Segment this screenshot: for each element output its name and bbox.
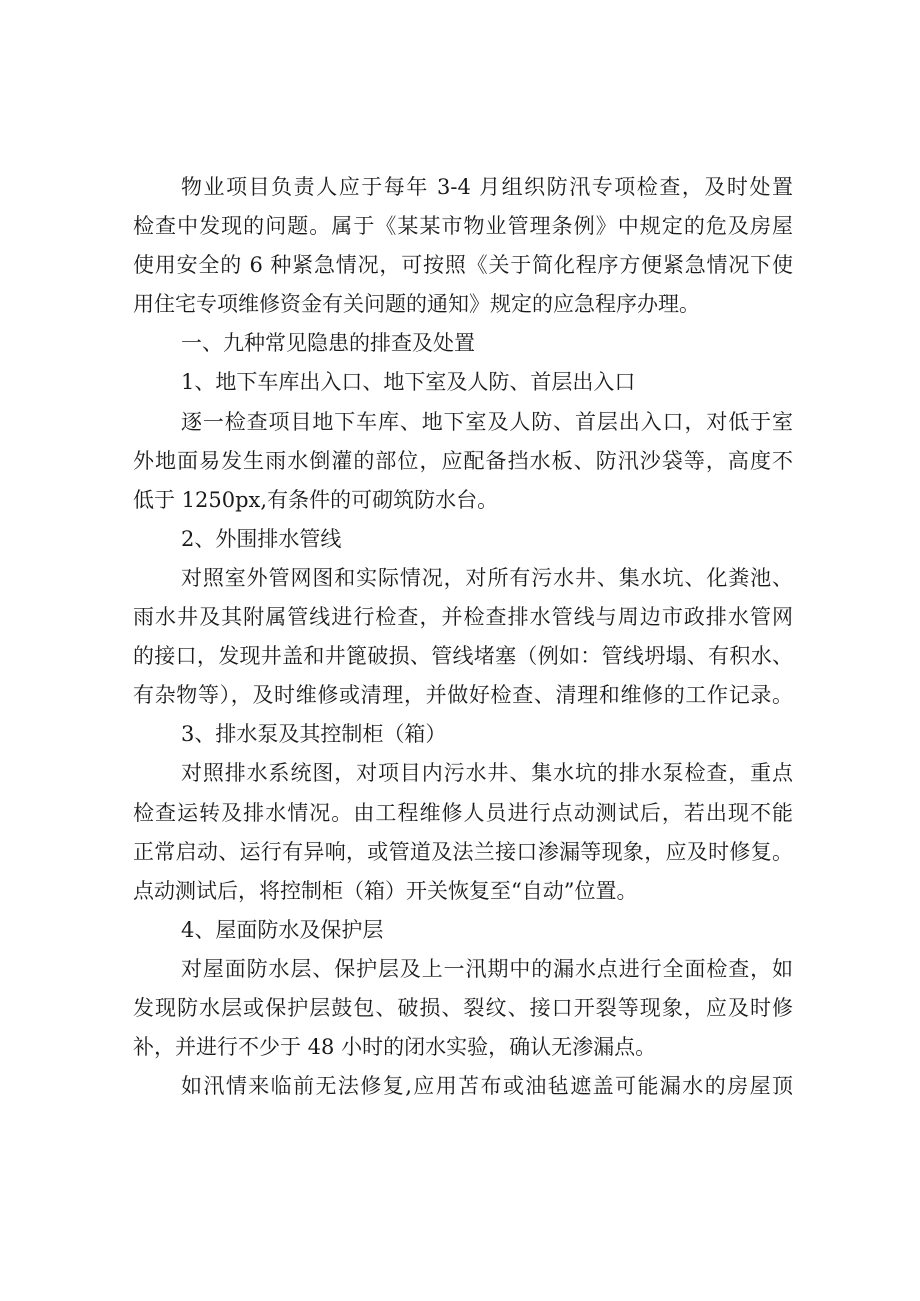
paragraph-line: 对照室外管网图和实际情况，对所有污水井、集水坑、化粪池、 (181, 565, 793, 590)
subsection-heading: 3、排水泵及其控制柜（箱） (181, 722, 447, 747)
paragraph-line: 如汛情来临前无法修复,应用苫布或油毡遮盖可能漏水的房屋顶 (181, 1074, 793, 1099)
paragraph-line: 低于 1250px,有条件的可砌筑防水台。 (133, 487, 499, 512)
section-heading: 一、九种常见隐患的排查及处置 (181, 331, 475, 356)
paragraph-line: 物业项目负责人应于每年 3-4 月组织防汛专项检查，及时处置 (181, 175, 793, 199)
subsection-heading: 4、屋面防水及保护层 (181, 917, 384, 942)
paragraph-line: 对屋面防水层、保护层及上一汛期中的漏水点进行全面检查，如 (181, 956, 793, 981)
paragraph-line: 检查中发现的问题。属于《某某市物业管理条例》中规定的危及房屋 (133, 214, 793, 239)
document-page (133, 168, 793, 1106)
paragraph-line: 发现防水层或保护层鼓包、破损、裂纹、接口开裂等现象，应及时修 (133, 995, 793, 1020)
subsection-heading: 2、外围排水管线 (181, 526, 342, 551)
paragraph-line: 逐一检查项目地下车库、地下室及人防、首层出入口，对低于室 (181, 409, 793, 434)
subsection-heading: 1、地下车库出入口、地下室及人防、首层出入口 (181, 370, 636, 395)
paragraph-line: 的接口，发现井盖和井篦破损、管线堵塞（例如：管线坍塌、有积水、 (133, 644, 793, 669)
paragraph-line: 对照排水系统图，对项目内污水井、集水坑的排水泵检查，重点 (181, 761, 793, 786)
paragraph-line: 用住宅专项维修资金有关问题的通知》规定的应急程序办理。 (133, 292, 700, 317)
paragraph-line: 雨水井及其附属管线进行检查，并检查排水管线与周边市政排水管网 (133, 605, 793, 630)
paragraph-line: 点动测试后，将控制柜（箱）开关恢复至“自动”位置。 (133, 878, 638, 903)
paragraph-line: 检查运转及排水情况。由工程维修人员进行点动测试后，若出现不能 (133, 800, 793, 825)
paragraph-line: 补，并进行不少于 48 小时的闭水实验，确认无渗漏点。 (133, 1035, 657, 1060)
paragraph-line: 有杂物等），及时维修或清理，并做好检查、清理和维修的工作记录。 (133, 683, 793, 708)
paragraph-line: 正常启动、运行有异响，或管道及法兰接口渗漏等现象，应及时修复。 (133, 839, 793, 864)
paragraph-line: 外地面易发生雨水倒灌的部位，应配备挡水板、防汛沙袋等，高度不 (133, 448, 793, 473)
paragraph-line: 使用安全的 6 种紧急情况，可按照《关于简化程序方便紧急情况下使 (133, 253, 793, 278)
